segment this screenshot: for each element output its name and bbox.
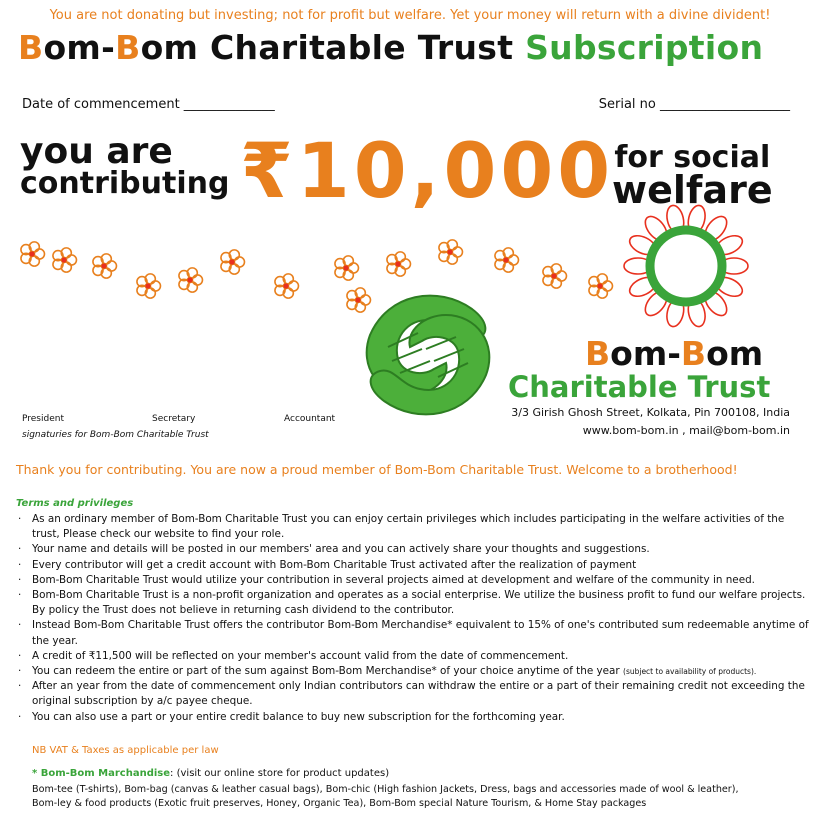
org-name-line2: Charitable Trust xyxy=(508,370,771,404)
thanks-message: Thank you for contributing. You are now a proud member of Bom-Bom Charitable Trust. Welcome to a brotherhood! xyxy=(16,462,738,477)
flower-icon xyxy=(275,274,299,298)
title-b1: B xyxy=(18,28,44,67)
contribution-left-line2: contributing xyxy=(20,166,230,201)
terms-item: · You can also use a part or your entire credit balance to buy new subscription for the forthcoming year. xyxy=(14,710,810,725)
flower-garland-icon xyxy=(21,240,613,312)
contribution-left-line1: you are xyxy=(20,131,173,172)
terms-item xyxy=(14,664,810,679)
contribution-right xyxy=(612,140,773,212)
terms-item: · A credit of ₹11,500 will be reflected on your member's account valid from the date of commencement. xyxy=(14,649,810,664)
merchandise-line1: Bom-tee (T-shirts), Bom-bag (canvas & leather casual bags), Bom-chic (High fashion Jackets, Dress, bags and accessories made of wool & leather), xyxy=(32,784,739,795)
terms-item: · After an year from the date of commencement only Indian contributors can withdraw the entire or a part of their remaining credit not exceeding the original subscription by a/c payee cheque. xyxy=(14,679,810,709)
contribution-right-line2: welfare xyxy=(612,168,773,212)
tagline: You are not donating but investing; not for profit but welfare. Yet your money will return with a divine divident! xyxy=(49,8,771,23)
org-b2: B xyxy=(680,334,707,373)
flower-icon xyxy=(335,256,359,280)
trust-logo-icon xyxy=(360,287,496,423)
merchandise-note[interactable]: : (visit our online store for product updates) xyxy=(170,768,390,779)
flower-icon xyxy=(21,242,45,266)
title-subscription: Subscription xyxy=(525,28,764,67)
contribution-amount: ₹10,000 xyxy=(240,126,615,215)
flower-icon xyxy=(221,250,245,274)
flower-icon xyxy=(439,240,463,264)
flower-icon xyxy=(387,252,411,276)
terms-item-text: You can redeem the entire or part of the sum against Bom-Bom Merchandise* of your choice anytime of the year xyxy=(32,665,620,678)
terms-item-note: (subject to availability of products). xyxy=(623,667,757,677)
contribution-left xyxy=(20,131,230,201)
terms-item: · Your name and details will be posted in our members' area and you can actively share your thoughts and suggestions. xyxy=(14,542,810,557)
merchandise-line2: Bom-ley & food products (Exotic fruit preserves, Honey, Organic Tea), Bom-Bom special Nature Tourism, & Home Stay packages xyxy=(32,798,647,809)
org-om1: om- xyxy=(610,334,681,373)
title-om1: om- xyxy=(43,28,116,67)
merchandise-heading xyxy=(32,768,389,779)
signature-secretary: Secretary xyxy=(152,414,196,424)
org-contact[interactable]: www.bom-bom.in , mail@bom-bom.in xyxy=(582,424,790,437)
nb-vat-note: NB VAT & Taxes as applicable per law xyxy=(32,745,219,756)
title-b2: B xyxy=(115,28,141,67)
terms-item: · Bom-Bom Charitable Trust would utilize your contribution in several projects aimed at development and welfare of the community in need. xyxy=(14,573,810,588)
flower-icon xyxy=(495,248,519,272)
flower-icon xyxy=(347,288,371,312)
serial-field[interactable]: Serial no ____________________ xyxy=(598,97,790,112)
terms-item: · Every contributor will get a credit account with Bom-Bom Charitable Trust activated after the realization of payment xyxy=(14,558,810,573)
page-title xyxy=(18,28,763,67)
big-flower-icon xyxy=(624,204,748,328)
terms-heading: Terms and privileges xyxy=(16,498,134,509)
signature-note: signaturies for Bom-Bom Charitable Trust xyxy=(22,430,209,440)
date-field[interactable]: Date of commencement ______________ xyxy=(22,97,275,112)
merchandise-title: * Bom-Bom Marchandise xyxy=(32,768,171,779)
terms-item: · Instead Bom-Bom Charitable Trust offers the contributor Bom-Bom Merchandise* equivalent to 15% of one's contributed sum redeemable anytime of the year. xyxy=(14,618,810,648)
flower-icon xyxy=(589,274,613,298)
flower-icon xyxy=(53,248,77,272)
org-b1: B xyxy=(585,334,611,373)
terms-list xyxy=(14,512,810,725)
signature-accountant: Accountant xyxy=(284,414,336,424)
flower-icon xyxy=(543,264,567,288)
org-om2: om xyxy=(706,334,764,373)
flower-icon xyxy=(137,274,161,298)
org-address: 3/3 Girish Ghosh Street, Kolkata, Pin 700108, India xyxy=(511,406,790,419)
signature-president: President xyxy=(22,414,64,424)
org-name xyxy=(585,334,763,373)
terms-item: · As an ordinary member of Bom-Bom Charitable Trust you can enjoy certain privileges which includes participating in the welfare activities of the trust, Please check our website to find your role. xyxy=(14,512,810,542)
contribution-right-line1: for social xyxy=(614,140,771,175)
flower-icon xyxy=(93,254,117,278)
title-om2: om Charitable Trust xyxy=(140,28,526,67)
terms-item: · Bom-Bom Charitable Trust is a non-profit organization and operates as a social enterprise. We utilize the business profit to fund our welfare projects. By policy the Trust does not believe in returning cash dividend to the contributor. xyxy=(14,588,810,618)
flower-icon xyxy=(179,268,203,292)
